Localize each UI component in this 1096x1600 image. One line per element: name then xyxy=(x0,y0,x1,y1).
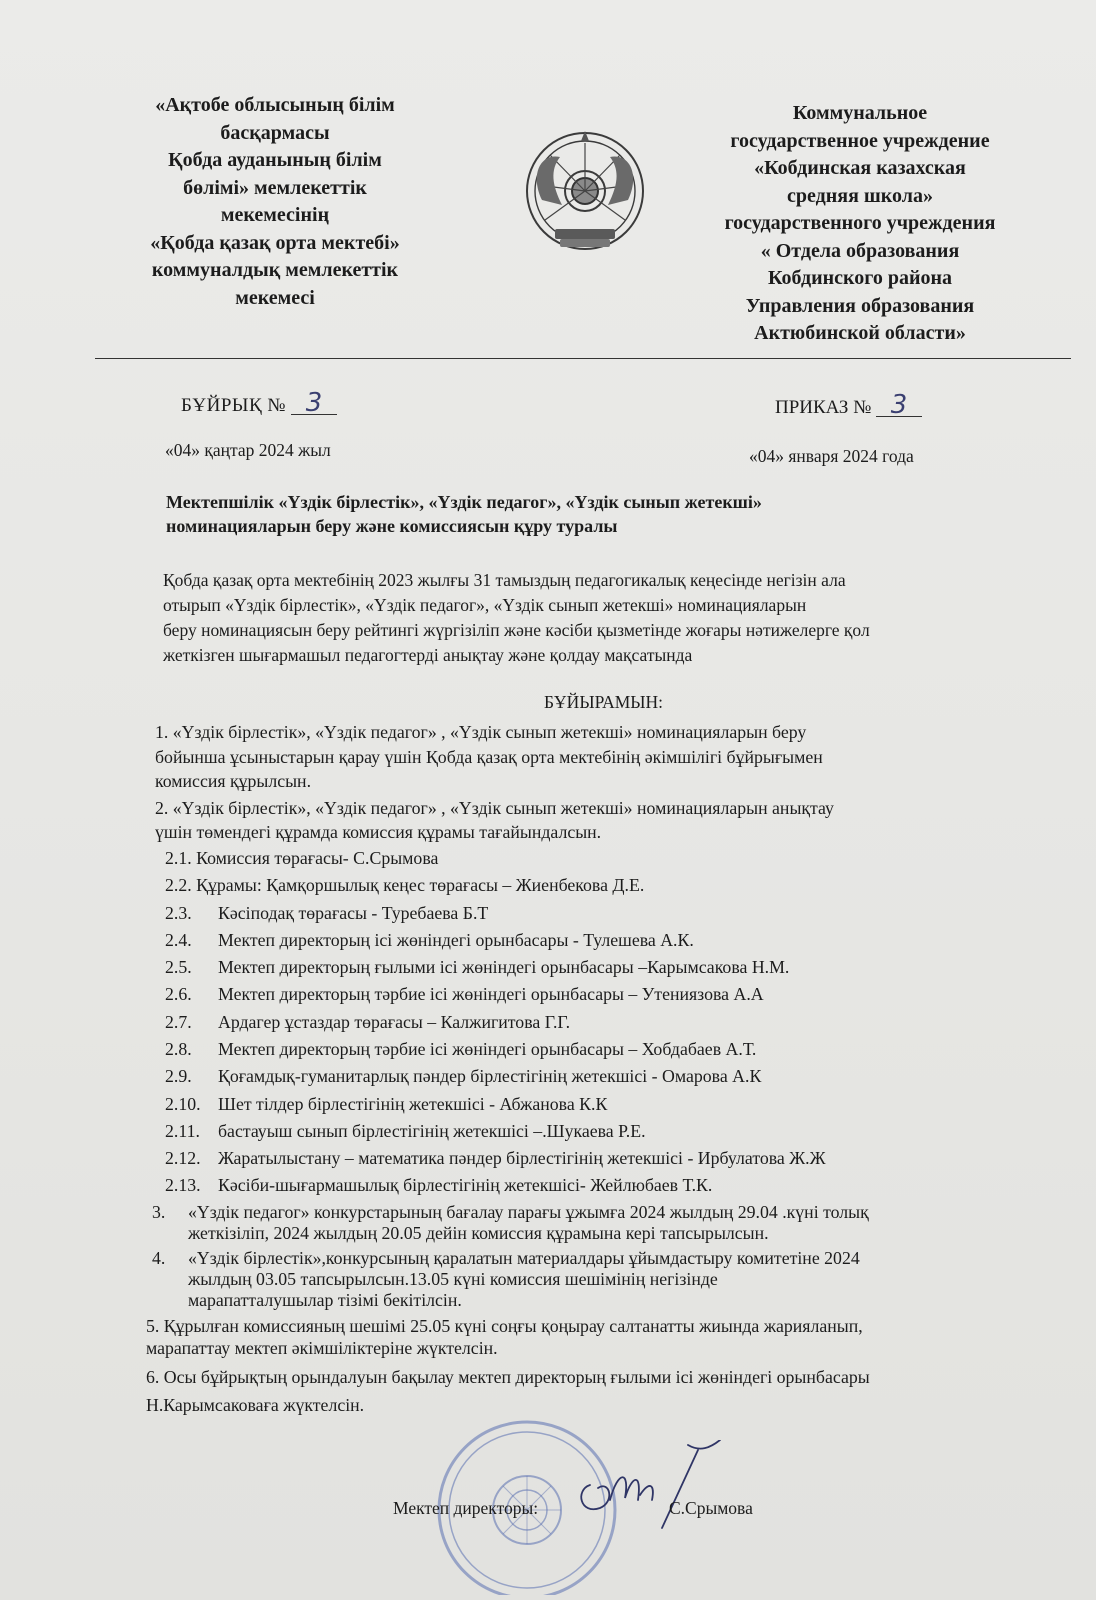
header-russian-line: Управления образования xyxy=(745,294,975,317)
list-item-text: Кәсіподақ төрағасы - Туребаева Б.Т xyxy=(218,902,489,923)
header-kazakh-line: коммуналдық мемлекеттік xyxy=(151,259,399,281)
list-item xyxy=(165,1172,1055,1199)
header-kazakh-line: мекемесі xyxy=(235,286,315,309)
list-item-number: 2.12. xyxy=(165,1148,201,1169)
header-divider xyxy=(95,358,1071,359)
header-kazakh xyxy=(115,92,435,312)
order-number-value: 3 xyxy=(291,392,337,415)
list-item xyxy=(165,1063,1055,1090)
header-russian xyxy=(690,100,1030,348)
intro-line: отырып «Үздік бірлестік», «Үздік педагог», «Үздік сынып жетекші» номинацияларын xyxy=(163,595,807,615)
list-item-text: бастауыш сынып бірлестігінің жетекшісі –.Шукаева Р.Е. xyxy=(218,1120,646,1141)
order-date-kazakh: «04» қаңтар 2024 жыл xyxy=(165,440,331,460)
list-item xyxy=(165,954,1055,981)
item-line: марапаттау мектеп әкімшіліктеріне жүктелсін. xyxy=(146,1337,498,1358)
list-item xyxy=(165,900,1055,927)
item-line: 1. «Үздік бірлестік», «Үздік педагог» , «Үздік сынып жетекші» номинацияларын беру xyxy=(155,722,807,742)
list-item xyxy=(165,845,1055,871)
list-item-number: 2.11. xyxy=(165,1120,200,1141)
signature-label: Мектеп директоры: xyxy=(393,1498,539,1518)
list-item-text: Жаратылыстану – математика пәндер бірлестігінің жетекшісі - Ирбулатова Ж.Ж xyxy=(218,1148,826,1169)
list-item-text: 2.2. Құрамы: Қамқоршылық кеңес төрағасы – Жиенбекова Д.Е. xyxy=(165,874,645,895)
header-kazakh-line: бөлімі» мемлекеттік xyxy=(183,176,367,199)
intro-paragraph xyxy=(163,568,1043,668)
intro-line: жеткізген шығармашыл педагогтерді анықтау және қолдау мақсатында xyxy=(163,645,693,665)
header-kazakh-line: басқармасы xyxy=(220,121,330,144)
handwritten-signature-icon xyxy=(570,1440,730,1540)
header-russian-line: Коммунальное xyxy=(792,102,928,124)
header-kazakh-line: «Ақтобе облысының білім xyxy=(155,94,395,116)
item-5 xyxy=(146,1315,1055,1359)
order-label-kazakh: БҰЙРЫҚ № xyxy=(181,395,287,416)
item-2 xyxy=(155,796,1055,845)
list-item xyxy=(165,1009,1055,1036)
intro-line: беру номинациясын беру рейтингі жүргізіліп және кәсіби қызметінде жоғары нәтижелерге қол xyxy=(163,620,870,640)
item-line: жылдың 03.05 тапсырылсын.13.05 күні комиссия шешімінің негізінде xyxy=(188,1268,718,1289)
order-number-kazakh xyxy=(181,388,337,418)
list-item-number: 2.9. xyxy=(165,1066,192,1087)
list-item-number: 2.8. xyxy=(165,1038,192,1059)
list-item-number: 2.6. xyxy=(165,984,192,1005)
header-russian-line: Кобдинского района xyxy=(767,267,953,289)
list-item-number: 2.13. xyxy=(165,1175,201,1196)
header-russian-line: государственного учреждения xyxy=(724,212,996,234)
header-russian-line: государственное учреждение xyxy=(730,129,990,152)
list-item-text: Кәсіби-шығармашылық бірлестігінің жетекшісі- Жейлюбаев Т.К. xyxy=(218,1175,713,1196)
list-item xyxy=(165,871,1055,900)
list-item-number: 2.7. xyxy=(165,1011,192,1032)
item-line: бойынша ұсыныстарын қарау үшін Қобда қазақ орта мектебінің әкімшілігі бұйрығымен xyxy=(155,746,823,767)
item-line: «Үздік бірлестік»,конкурсының қаралатын материалдары ұйымдастыру комитетіне 2024 xyxy=(188,1247,860,1268)
header-kazakh-line: «Қобда қазақ орта мектебі» xyxy=(150,231,400,254)
list-item-text: 2.1. Комиссия төрағасы- С.Срымова xyxy=(165,847,439,868)
decree-heading: БҰЙЫРАМЫН: xyxy=(544,692,664,712)
list-item xyxy=(165,927,1055,954)
item-line: 5. Құрылған комиссияның шешімі 25.05 күні соңғы қоңырау салтанатты жиында жарияланып, xyxy=(146,1315,863,1336)
item-line: жеткізіліп, 2024 жылдың 20.05 дейін комиссия құрамына кері тапсырылсын. xyxy=(188,1222,769,1243)
list-item xyxy=(165,1145,1055,1172)
item-number: 4. xyxy=(152,1247,166,1268)
list-item-number: 2.10. xyxy=(165,1093,201,1114)
list-item-text: Мектеп директорың ғылыми ісі жөніндегі орынбасары –Карымсакова Н.М. xyxy=(218,957,790,978)
header-russian-line: средняя школа» xyxy=(787,184,933,207)
list-item xyxy=(165,981,1055,1008)
title-line: номинацияларын беру және комиссиясын құру туралы xyxy=(166,516,618,536)
item-line: комиссия құрылсын. xyxy=(155,771,312,791)
list-item-text: Шет тілдер бірлестігінің жетекшісі - Абжанова К.К xyxy=(218,1093,608,1114)
list-item xyxy=(165,1118,1055,1145)
title-line: Мектепшілік «Үздік бірлестік», «Үздік педагог», «Үздік сынып жетекші» xyxy=(166,492,762,512)
header-russian-line: «Кобдинская казахская xyxy=(754,157,966,179)
list-item-number: 2.3. xyxy=(165,902,192,923)
commission-list xyxy=(155,845,1055,1200)
list-item-number: 2.5. xyxy=(165,957,192,978)
item-3 xyxy=(152,1202,1055,1244)
list-item-text: Ардагер ұстаздар төрағасы – Калжигитова Г.Г. xyxy=(218,1011,571,1032)
kazakhstan-state-emblem-icon xyxy=(520,125,650,260)
intro-line: Қобда қазақ орта мектебінің 2023 жылғы 31 тамыздың педагогикалық кеңесінде негізін ала xyxy=(163,570,846,590)
list-item-text: Мектеп директорың тәрбие ісі жөніндегі орынбасары – Утениязова А.А xyxy=(218,984,764,1005)
item-line: үшін төмендегі құрамда комиссия құрамы тағайындалсын. xyxy=(155,822,602,842)
order-number-value: 3 xyxy=(876,394,922,417)
header-kazakh-line: Қобда ауданының білім xyxy=(168,149,382,171)
item-line: 2. «Үздік бірлестік», «Үздік педагог» , «Үздік сынып жетекші» номинацияларын анықтау xyxy=(155,797,834,818)
item-line: 6. Осы бұйрықтың орындалуын бақылау мектеп директорың ғылыми ісі жөніндегі орынбасары xyxy=(146,1366,870,1387)
list-item xyxy=(165,1091,1055,1118)
list-item-text: Мектеп директорың ісі жөніндегі орынбасары - Тулешева А.К. xyxy=(218,929,694,950)
order-body xyxy=(146,720,1055,1419)
list-item-text: Мектеп директорың тәрбие ісі жөніндегі орынбасары – Хобдабаев А.Т. xyxy=(218,1038,757,1059)
item-line: марапатталушылар тізімі бекітілсін. xyxy=(188,1289,462,1310)
header-russian-line: « Отдела образования xyxy=(760,239,960,262)
order-date-russian: «04» января 2024 года xyxy=(749,446,914,466)
document-title xyxy=(166,490,1026,538)
item-line: Н.Карымсаковаға жүктелсін. xyxy=(146,1394,365,1415)
item-line: «Үздік педагог» конкурстарының бағалау парағы ұжымға 2024 жылдың 29.04 .күні толық xyxy=(188,1201,869,1222)
list-item xyxy=(165,1036,1055,1063)
item-number: 3. xyxy=(152,1201,166,1222)
signatory-name: С.Срымова xyxy=(669,1498,753,1518)
item-4 xyxy=(152,1248,1055,1311)
header-kazakh-line: мекемесінің xyxy=(220,204,330,226)
header-russian-line: Актюбинской области» xyxy=(754,322,966,344)
item-1 xyxy=(155,720,1055,794)
order-number-russian xyxy=(775,390,922,420)
order-label-russian: ПРИКАЗ № xyxy=(775,397,872,418)
list-item-number: 2.4. xyxy=(165,929,192,950)
list-item-text: Қоғамдық-гуманитарлық пәндер бірлестігінің жетекшісі - Омарова А.К xyxy=(218,1066,762,1087)
